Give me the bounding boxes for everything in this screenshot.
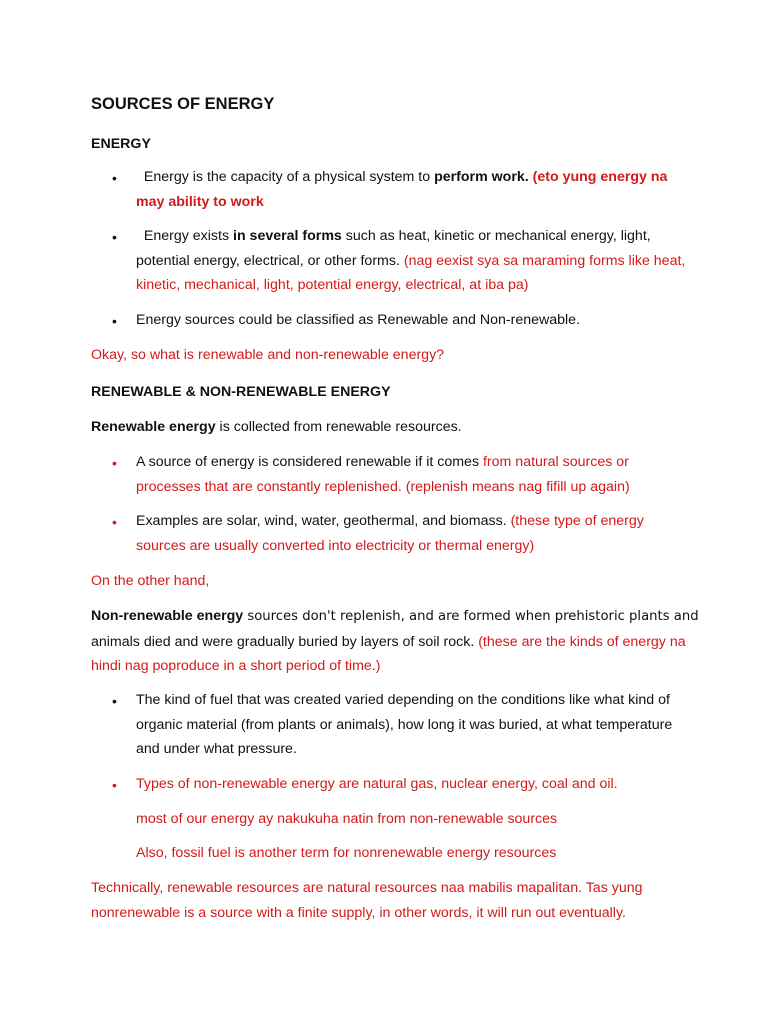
intro-bold-text: Renewable energy <box>91 419 216 435</box>
list-item-renewable-examples <box>136 509 696 558</box>
list-item-energy-definition <box>136 165 696 214</box>
item-note-red: from natural sources or processes that are constantly replenished. (replenish means nag fifill up again) <box>136 454 630 495</box>
transition-text: On the other hand, <box>91 573 210 589</box>
item-text-rest: such as heat, kinetic or mechanical energy, light, potential energy, electrical, or other forms. <box>136 228 651 269</box>
item-note-red: (nag eexist sya sa maraming forms like heat, kinetic, mechanical, light, potential energy, electrical, at iba pa) <box>136 252 686 293</box>
section-heading-energy: ENERGY <box>91 136 151 152</box>
item-text: Examples are solar, wind, water, geothermal, and biomass. <box>136 513 511 529</box>
list-item-energy-forms <box>136 224 696 298</box>
item-bold-text: perform work. <box>434 169 529 185</box>
bullet-icon: • <box>112 777 117 793</box>
list-item-fuel-formation: The kind of fuel that was created varied depending on the conditions like what kind of organic material (from plants or animals), how long it was buried, at what temperature and under what pressure. <box>136 692 673 757</box>
paragraph-note-red: (these are the kinds of energy na hindi nag poproduce in a short period of time.) <box>91 633 686 674</box>
intro-text: is collected from renewable resources. <box>215 419 462 435</box>
list-item-renewable-definition <box>136 450 696 499</box>
renewable-intro <box>91 415 691 440</box>
note-text: most of our energy ay nakukuha natin from non-renewable sources <box>136 811 558 827</box>
bullet-icon: • <box>112 514 117 530</box>
page-title: SOURCES OF ENERGY <box>91 95 275 113</box>
bullet-icon: • <box>112 170 117 186</box>
paragraph-text: sources don't replenish, and are formed when prehistoric plants and <box>243 609 699 624</box>
list-item-classification: Energy sources could be classified as Renewable and Non-renewable. <box>136 312 581 328</box>
question-text: Okay, so what is renewable and non-renewable energy? <box>91 347 445 363</box>
paragraph-text-line2: animals died and were gradually buried by layers of soil rock. <box>91 633 479 650</box>
item-text: Energy exists <box>136 228 233 244</box>
item-note-red: (eto yung energy na may ability to work <box>136 169 668 210</box>
item-note-red: (these type of energy sources are usually converted into electricity or thermal energy) <box>136 513 644 554</box>
bullet-icon: • <box>112 229 117 245</box>
bullet-icon: • <box>112 693 117 709</box>
bullet-icon: • <box>112 313 117 329</box>
item-bold-text: in several forms <box>233 228 342 244</box>
item-text: Energy is the capacity of a physical system to <box>136 169 435 185</box>
list-item-nonrenewable-types: Types of non-renewable energy are natural gas, nuclear energy, coal and oil. <box>136 776 618 792</box>
nonrenewable-paragraph <box>91 604 701 679</box>
item-text: A source of energy is considered renewable if it comes <box>136 454 483 470</box>
section-heading-renewable: RENEWABLE & NON-RENEWABLE ENERGY <box>91 384 391 400</box>
bullet-icon: • <box>112 455 117 471</box>
paragraph-bold-text: Non-renewable energy <box>91 608 244 624</box>
note-text: Also, fossil fuel is another term for nonrenewable energy resources <box>136 845 557 861</box>
conclusion-paragraph: Technically, renewable resources are natural resources naa mabilis mapalitan. Tas yung nonrenewable is a source with a finite supply, in other words, it will run out eventually. <box>91 880 643 921</box>
